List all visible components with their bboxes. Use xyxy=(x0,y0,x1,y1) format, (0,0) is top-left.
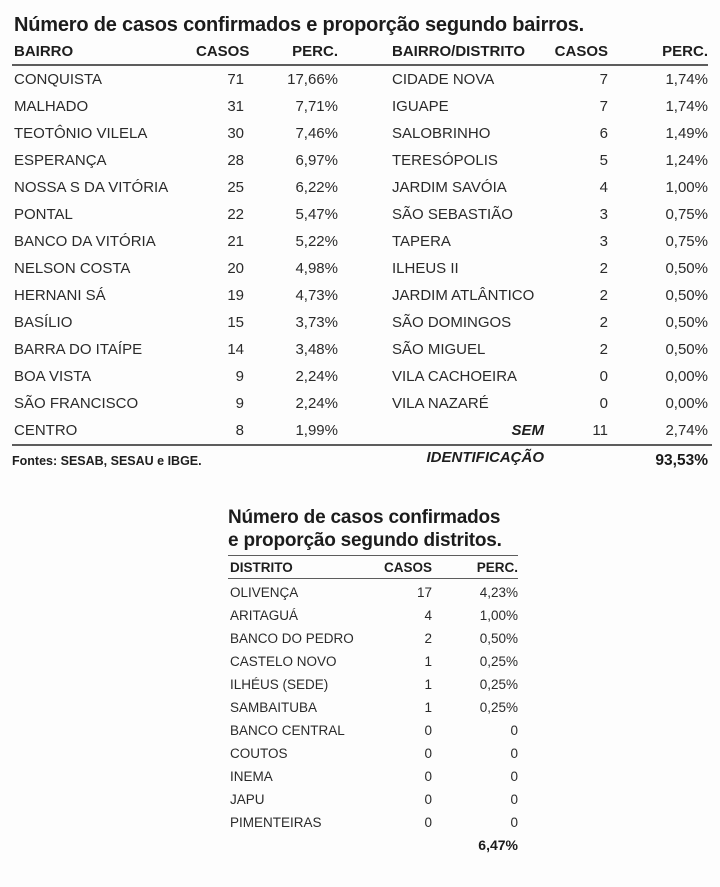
bairro-distrito-name-cell: JARDIM SAVÓIA xyxy=(392,179,507,196)
bairros-table-row xyxy=(12,336,708,363)
distritos-table-row xyxy=(228,581,518,604)
casos-cell: 31 xyxy=(227,98,244,115)
bairros-table-row xyxy=(12,66,708,93)
casos-cell: 2 xyxy=(599,260,608,277)
perc-cell: 17,66% xyxy=(287,71,338,88)
perc-cell: 0,00% xyxy=(665,368,708,385)
casos-cell: 17 xyxy=(416,585,432,600)
bairros-total-percent: 93,53% xyxy=(655,452,708,469)
bairros-table-row xyxy=(12,255,708,282)
perc-cell: 5,22% xyxy=(295,233,338,250)
distrito-name-cell: SAMBAITUBA xyxy=(230,700,318,715)
bairros-table-row xyxy=(12,147,708,174)
col-header-bairro-distrito: BAIRRO/DISTRITO xyxy=(392,43,526,60)
col-header-casos-2: CASOS xyxy=(554,43,608,60)
bairros-table-row xyxy=(12,363,708,390)
perc-cell: 0,50% xyxy=(665,287,708,304)
casos-cell: 20 xyxy=(227,260,244,277)
casos-cell: 0 xyxy=(424,815,432,830)
perc-cell: 0,25% xyxy=(479,654,518,669)
perc-cell: 4,98% xyxy=(295,260,338,277)
perc-cell: 1,99% xyxy=(295,422,338,439)
bairro-name-cell: CENTRO xyxy=(14,422,78,439)
bairro-name-cell: BOA VISTA xyxy=(14,368,92,385)
casos-cell: 4 xyxy=(599,179,608,196)
perc-cell: 4,23% xyxy=(479,585,518,600)
casos-cell: 28 xyxy=(227,152,244,169)
casos-cell: 19 xyxy=(227,287,244,304)
bairro-name-cell: BARRA DO ITAÍPE xyxy=(14,341,143,358)
col-header-perc-2: PERC. xyxy=(662,43,708,60)
col-header-perc: PERC. xyxy=(292,43,338,60)
col-header-distrito: DISTRITO xyxy=(230,560,293,575)
col-header-casos-distrito: CASOS xyxy=(383,560,432,575)
bairro-distrito-name-cell: IGUAPE xyxy=(392,98,449,115)
casos-cell: 3 xyxy=(599,233,608,250)
distritos-table-row xyxy=(228,811,518,834)
perc-cell: 1,74% xyxy=(665,98,708,115)
bairro-distrito-name-cell: VILA NAZARÉ xyxy=(392,395,489,412)
distritos-table-row xyxy=(228,742,518,765)
distritos-table xyxy=(228,506,518,853)
perc-cell: 1,74% xyxy=(665,71,708,88)
bairro-distrito-name-cell: SEM IDENTIFICAÇÃO xyxy=(426,422,544,466)
distritos-table-header xyxy=(228,556,518,579)
bairros-table-footer xyxy=(12,446,708,470)
bairro-name-cell: TEOTÔNIO VILELA xyxy=(14,125,148,142)
casos-cell: 3 xyxy=(599,206,608,223)
casos-cell: 22 xyxy=(227,206,244,223)
distrito-name-cell: BANCO DO PEDRO xyxy=(230,631,354,646)
bairros-table-row xyxy=(12,282,708,309)
distrito-name-cell: COUTOS xyxy=(230,746,288,761)
bairro-name-cell: CONQUISTA xyxy=(14,71,103,88)
casos-cell: 9 xyxy=(235,368,244,385)
casos-cell: 25 xyxy=(227,179,244,196)
casos-cell: 0 xyxy=(424,792,432,807)
perc-cell: 1,00% xyxy=(665,179,708,196)
bairros-table-row xyxy=(12,120,708,147)
perc-cell: 6,22% xyxy=(295,179,338,196)
perc-cell: 2,24% xyxy=(295,368,338,385)
distritos-table-row xyxy=(228,673,518,696)
bairro-distrito-name-cell: ILHEUS II xyxy=(392,260,459,277)
distritos-table-row xyxy=(228,650,518,673)
perc-cell: 7,46% xyxy=(295,125,338,142)
distrito-name-cell: OLIVENÇA xyxy=(230,585,299,600)
sources-note: Fontes: SESAB, SESAU e IBGE. xyxy=(12,454,202,468)
perc-cell: 0 xyxy=(510,723,518,738)
casos-cell: 21 xyxy=(227,233,244,250)
perc-cell: 2,24% xyxy=(295,395,338,412)
perc-cell: 3,73% xyxy=(295,314,338,331)
perc-cell: 0,25% xyxy=(479,700,518,715)
distritos-title-line1: Número de casos confirmados xyxy=(228,507,501,528)
perc-cell: 0,50% xyxy=(665,314,708,331)
perc-cell: 6,97% xyxy=(295,152,338,169)
distritos-table-row xyxy=(228,719,518,742)
casos-cell: 0 xyxy=(424,769,432,784)
perc-cell: 0,75% xyxy=(665,206,708,223)
distritos-total-percent: 6,47% xyxy=(478,837,518,853)
casos-cell: 8 xyxy=(235,422,244,439)
bairro-name-cell: MALHADO xyxy=(14,98,89,115)
perc-cell: 7,71% xyxy=(295,98,338,115)
col-header-casos: CASOS xyxy=(196,43,250,60)
bairro-distrito-name-cell: TAPERA xyxy=(392,233,451,250)
bairro-name-cell: PONTAL xyxy=(14,206,73,223)
perc-cell: 0,25% xyxy=(479,677,518,692)
casos-cell: 2 xyxy=(599,314,608,331)
distrito-name-cell: BANCO CENTRAL xyxy=(230,723,345,738)
bairro-distrito-name-cell: SÃO MIGUEL xyxy=(392,341,486,358)
perc-cell: 0 xyxy=(510,746,518,761)
bairro-distrito-name-cell: SÃO DOMINGOS xyxy=(392,314,512,331)
perc-cell: 0,00% xyxy=(665,395,708,412)
casos-cell: 1 xyxy=(424,700,432,715)
casos-cell: 0 xyxy=(424,723,432,738)
bairros-table xyxy=(12,14,712,470)
bairro-distrito-name-cell: CIDADE NOVA xyxy=(392,71,495,88)
bairro-name-cell: ESPERANÇA xyxy=(14,152,107,169)
distritos-table-row xyxy=(228,627,518,650)
perc-cell: 4,73% xyxy=(295,287,338,304)
bairros-table-row xyxy=(12,228,708,255)
perc-cell: 3,48% xyxy=(295,341,338,358)
distritos-table-title xyxy=(228,506,518,556)
bairro-distrito-name-cell: SALOBRINHO xyxy=(392,125,491,142)
casos-cell: 4 xyxy=(424,608,432,623)
bairro-name-cell: NELSON COSTA xyxy=(14,260,131,277)
bairros-table-title: Número de casos confirmados e proporção segundo bairros. xyxy=(14,14,585,36)
distritos-table-row xyxy=(228,604,518,627)
distritos-table-row xyxy=(228,696,518,719)
distritos-table-body xyxy=(228,579,518,834)
bairros-table-row xyxy=(12,309,708,336)
bairro-name-cell: BANCO DA VITÓRIA xyxy=(14,233,156,250)
bairros-table-header xyxy=(12,40,708,66)
col-header-bairro: BAIRRO xyxy=(14,43,74,60)
distrito-name-cell: JAPU xyxy=(230,792,265,807)
distrito-name-cell: PIMENTEIRAS xyxy=(230,815,322,830)
casos-cell: 5 xyxy=(599,152,608,169)
distrito-name-cell: ARITAGUÁ xyxy=(230,608,299,623)
perc-cell: 0 xyxy=(510,769,518,784)
distrito-name-cell: CASTELO NOVO xyxy=(230,654,337,669)
casos-cell: 30 xyxy=(227,125,244,142)
casos-cell: 1 xyxy=(424,677,432,692)
casos-cell: 6 xyxy=(599,125,608,142)
perc-cell: 1,00% xyxy=(479,608,518,623)
bairros-table-row xyxy=(12,390,708,417)
perc-cell: 0,50% xyxy=(479,631,518,646)
col-header-perc-distrito: PERC. xyxy=(476,560,518,575)
perc-cell: 1,24% xyxy=(665,152,708,169)
perc-cell: 0,75% xyxy=(665,233,708,250)
casos-cell: 9 xyxy=(235,395,244,412)
bairro-distrito-name-cell: JARDIM ATLÂNTICO xyxy=(392,287,535,304)
bairros-table-row xyxy=(12,93,708,120)
bairro-distrito-name-cell: SÃO SEBASTIÃO xyxy=(392,206,513,223)
bairro-name-cell: HERNANI SÁ xyxy=(14,287,106,304)
casos-cell: 14 xyxy=(227,341,244,358)
casos-cell: 0 xyxy=(424,746,432,761)
casos-cell: 0 xyxy=(599,368,608,385)
bairro-distrito-name-cell: VILA CACHOEIRA xyxy=(392,368,518,385)
perc-cell: 0 xyxy=(510,815,518,830)
distritos-title-line2: e proporção segundo distritos. xyxy=(228,530,502,551)
perc-cell: 1,49% xyxy=(665,125,708,142)
casos-cell: 2 xyxy=(599,287,608,304)
casos-cell: 7 xyxy=(599,71,608,88)
distritos-table-row xyxy=(228,765,518,788)
perc-cell: 0 xyxy=(510,792,518,807)
casos-cell: 7 xyxy=(599,98,608,115)
perc-cell: 0,50% xyxy=(665,260,708,277)
bairro-distrito-name-cell: TERESÓPOLIS xyxy=(392,152,498,169)
bairros-table-row xyxy=(12,201,708,228)
casos-cell: 15 xyxy=(227,314,244,331)
casos-cell: 11 xyxy=(592,422,608,439)
bairros-table-row xyxy=(12,174,708,201)
distrito-name-cell: INEMA xyxy=(230,769,273,784)
casos-cell: 2 xyxy=(599,341,608,358)
perc-cell: 0,50% xyxy=(665,341,708,358)
perc-cell: 5,47% xyxy=(295,206,338,223)
distritos-table-row xyxy=(228,788,518,811)
casos-cell: 1 xyxy=(424,654,432,669)
bairro-name-cell: NOSSA S DA VITÓRIA xyxy=(14,179,169,196)
bairro-name-cell: BASÍLIO xyxy=(14,314,73,331)
casos-cell: 0 xyxy=(599,395,608,412)
casos-cell: 71 xyxy=(227,71,244,88)
bairro-name-cell: SÃO FRANCISCO xyxy=(14,395,139,412)
casos-cell: 2 xyxy=(424,631,432,646)
perc-cell: 2,74% xyxy=(665,422,708,439)
distrito-name-cell: ILHÉUS (SEDE) xyxy=(230,677,329,692)
